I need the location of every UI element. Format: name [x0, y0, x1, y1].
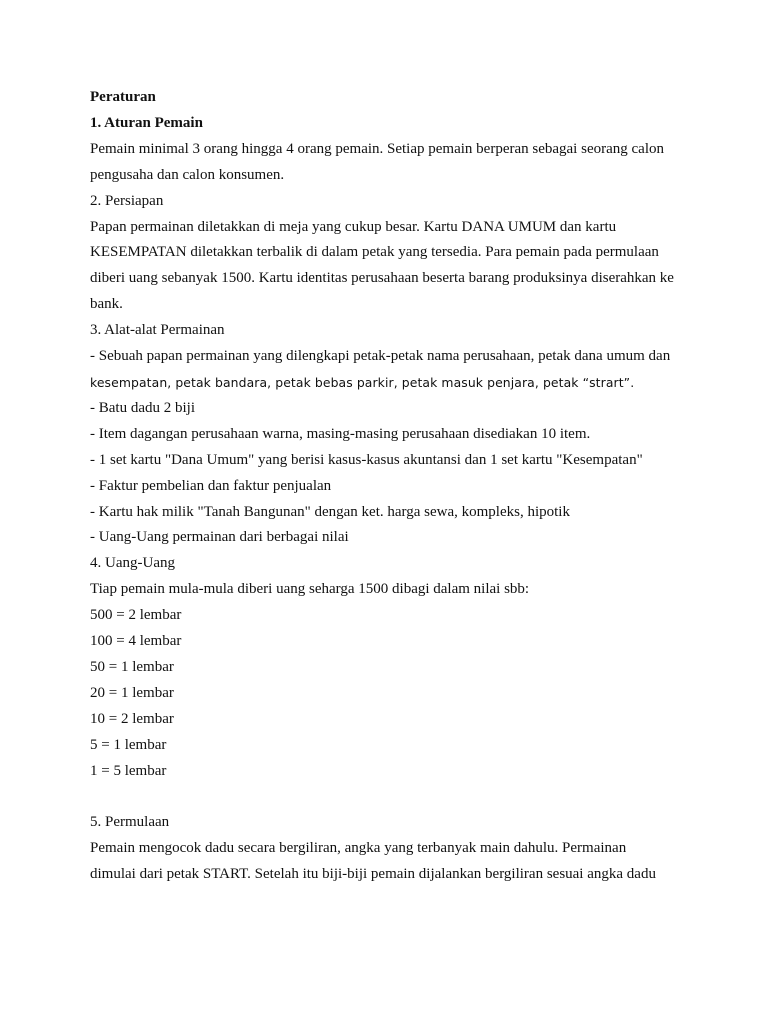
section-4-intro: Tiap pemain mula-mula diberi uang seharga 1500 dibagi dalam nilai sbb: [90, 581, 530, 598]
section-2-paragraph-line: KESEMPATAN diletakkan terbalik di dalam petak yang tersedia. Para pemain pada permulaan [90, 244, 659, 261]
section-3-list-item: - 1 set kartu "Dana Umum" yang berisi kasus-kasus akuntansi dan 1 set kartu "Kesempatan" [90, 451, 643, 468]
denomination-item: 20 = 1 lembar [90, 684, 174, 701]
denomination-item: 1 = 5 lembar [90, 762, 167, 779]
section-3-list-item: - Kartu hak milik "Tanah Bangunan" dengan ket. harga sewa, kompleks, hipotik [90, 503, 570, 520]
section-3-list-item-continuation: kesempatan, petak bandara, petak bebas parkir, petak masuk penjara, petak “strart”. [90, 374, 635, 390]
section-5-paragraph-line: dimulai dari petak START. Setelah itu biji-biji pemain dijalankan bergiliran sesuai angka dadu [90, 866, 656, 883]
section-1-paragraph-line: Pemain minimal 3 orang hingga 4 orang pemain. Setiap pemain berperan sebagai seorang calon [90, 140, 664, 157]
denomination-item: 500 = 2 lembar [90, 607, 182, 624]
section-3-list-item: - Batu dadu 2 biji [90, 399, 195, 416]
section-4-heading: 4. Uang-Uang [90, 555, 175, 572]
denomination-item: 100 = 4 lembar [90, 633, 182, 650]
section-2-heading: 2. Persiapan [90, 192, 164, 209]
denomination-item: 10 = 2 lembar [90, 710, 174, 727]
section-5-paragraph-line: Pemain mengocok dadu secara bergiliran, angka yang terbanyak main dahulu. Permainan [90, 840, 627, 857]
document-title: Peraturan [90, 89, 156, 105]
section-1-paragraph-line: pengusaha dan calon konsumen. [90, 166, 285, 183]
document-page [90, 85, 690, 888]
section-3-list-item: - Item dagangan perusahaan warna, masing-masing perusahaan disediakan 10 item. [90, 425, 591, 442]
section-2-paragraph-line: diberi uang sebanyak 1500. Kartu identitas perusahaan beserta barang produksinya diserahkan ke [90, 270, 674, 287]
section-2-paragraph-line: Papan permainan diletakkan di meja yang cukup besar. Kartu DANA UMUM dan kartu [90, 218, 617, 235]
section-3-heading: 3. Alat-alat Permainan [90, 322, 225, 339]
section-1-heading: 1. Aturan Pemain [90, 114, 203, 131]
blank-line [90, 784, 690, 810]
denomination-item: 5 = 1 lembar [90, 736, 167, 753]
section-3-list-item: - Faktur pembelian dan faktur penjualan [90, 477, 332, 494]
denomination-item: 50 = 1 lembar [90, 658, 174, 675]
section-3-list-item: - Sebuah papan permainan yang dilengkapi petak-petak nama perusahaan, petak dana umum dan [90, 348, 671, 365]
section-2-paragraph-line: bank. [90, 296, 123, 313]
section-3-list-item: - Uang-Uang permainan dari berbagai nilai [90, 529, 349, 546]
section-5-heading: 5. Permulaan [90, 814, 170, 831]
